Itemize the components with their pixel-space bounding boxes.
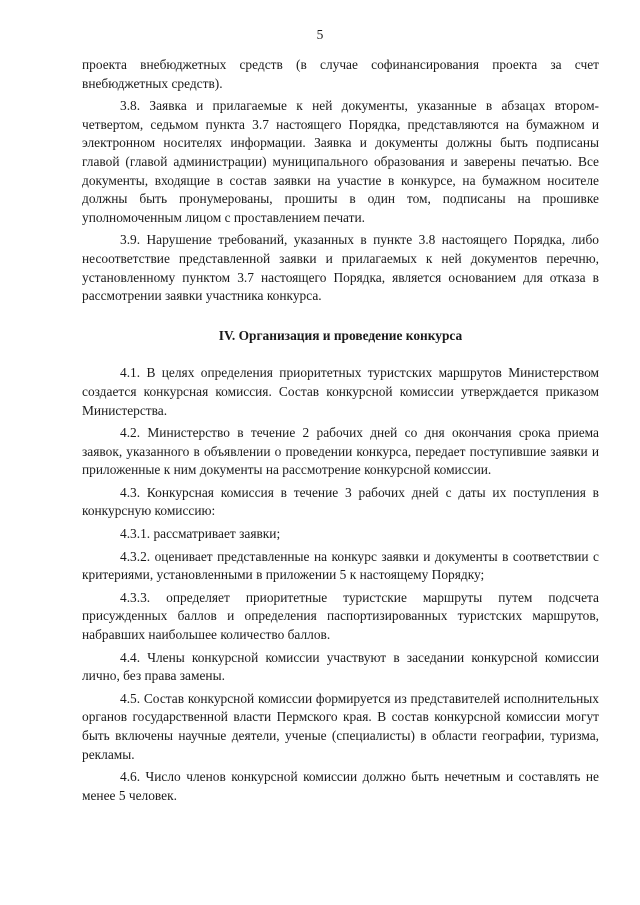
paragraph-4-1: 4.1. В целях определения приоритетных туристских маршрутов Министерством создается конкурсная комиссия. Состав конкурсной комиссии утверждается приказом Министерства. (82, 365, 599, 418)
paragraph-4-2: 4.2. Министерство в течение 2 рабочих дней со дня окончания срока приема заявок, указанного в объявлении о проведении конкурса, передает поступившие заявки и приложенные к ним документы на рассмотрение конкурсной комиссии. (82, 425, 599, 478)
paragraph-4-6: 4.6. Число членов конкурсной комиссии должно быть нечетным и составлять не менее 5 человек. (82, 769, 599, 803)
section-heading: IV. Организация и проведение конкурса (218, 327, 463, 343)
paragraph-4-5: 4.5. Состав конкурсной комиссии формируется из представителей исполнительных органов государственной власти Пермского края. В состав конкурсной комиссии могут быть включены научные деятели, ученые (специалисты) в области географии, туризма, рекламы. (82, 690, 599, 762)
paragraph-4-3: 4.3. Конкурсная комиссия в течение 3 рабочих дней с даты их поступления в конкурсную комиссию: (82, 484, 599, 519)
paragraph-4-3-3: 4.3.3. определяет приоритетные туристские маршруты путем подсчета присужденных баллов и определения паспортизированных туристских маршрутов, набравших наибольшее количество баллов. (82, 589, 599, 643)
paragraph-4-3-2: 4.3.2. оценивает представленные на конкурс заявки и документы в соответствии с критериями, установленными в приложении 5 к настоящему Порядку; (82, 548, 599, 583)
document-body (82, 56, 599, 809)
paragraph-3-9: 3.9. Нарушение требований, указанных в пункте 3.8 настоящего Порядка, либо несоответствие представленной заявки и прилагаемых к ней документов перечню, установленному пунктом 3.7 настоящего Порядка, является основанием для отказа в рассмотрении заявки участника конкурса. (82, 232, 599, 304)
paragraph-3-8: 3.8. Заявка и прилагаемые к ней документы, указанные в абзацах втором-четвертом, седьмом пункта 3.7 настоящего Порядка, представляются на бумажном и электронном носителях информации. Заявка и документы должны быть подписаны главой (главой администрации) муниципального образования и заверены печатью. Все документы, входящие в состав заявки на участие в конкурсе, на бумажном носителе должны быть пронумерованы, прошиты в один том, подписаны на прошивке уполномоченным лицом с проставлением печати. (82, 98, 599, 225)
paragraph-continuation: проекта внебюджетных средств (в случае софинансирования проекта за счет внебюджетных средств). (82, 57, 599, 91)
paragraph-4-4: 4.4. Члены конкурсной комиссии участвуют в заседании конкурсной комиссии лично, без права замены. (82, 649, 599, 684)
paragraph-4-3-1: 4.3.1. рассматривает заявки; (120, 526, 281, 542)
page-number: 5 (316, 27, 324, 42)
